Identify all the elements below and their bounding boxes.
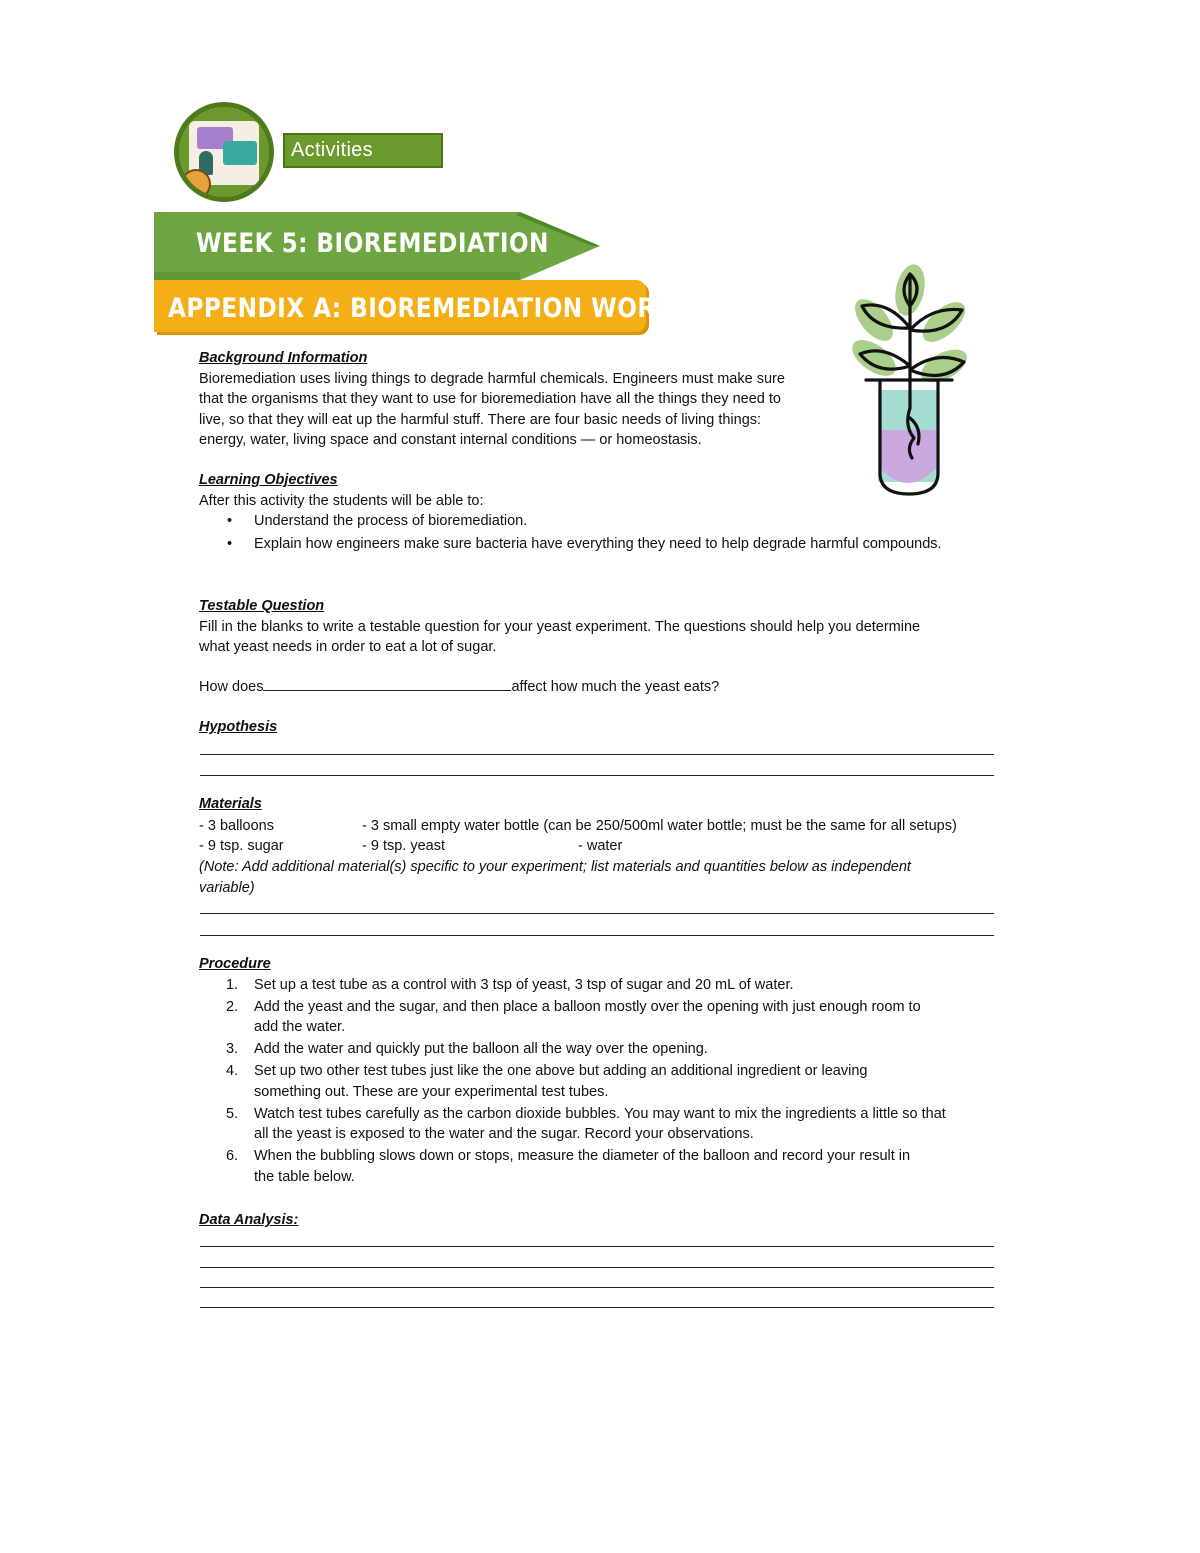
objectives-heading: Learning Objectives (199, 472, 338, 488)
procedure-step (199, 997, 1019, 1038)
testable-line: what yeast needs in order to eat a lot of sugar. (199, 639, 497, 655)
step-number: 6. (226, 1148, 239, 1164)
analysis-answer-line[interactable] (200, 1307, 994, 1308)
step-text: something out. These are your experimental test tubes. (254, 1083, 609, 1100)
hypothesis-heading: Hypothesis (199, 719, 278, 735)
step-number: 1. (226, 976, 239, 993)
background-heading: Background Information (199, 350, 368, 366)
procedure-step (199, 1146, 1019, 1187)
hypothesis-answer-line[interactable] (200, 754, 994, 755)
procedure-step (199, 1061, 1019, 1102)
procedure-heading: Procedure (199, 956, 271, 972)
testable-line: Fill in the blanks to write a testable question for your yeast experiment. The questions should help you determine (199, 618, 921, 635)
question-blank[interactable] (263, 676, 511, 691)
analysis-heading: Data Analysis: (199, 1212, 299, 1228)
testable-question (199, 676, 1019, 698)
step-text: add the water. (254, 1019, 346, 1035)
procedure-list (199, 975, 1019, 1188)
procedure-step (199, 975, 1019, 996)
step-text: Watch test tubes carefully as the carbon dioxide bubbles. You may want to mix the ingredients a little so that (254, 1105, 946, 1122)
logo-screen (223, 141, 257, 165)
step-text: Add the water and quickly put the balloon all the way over the opening. (254, 1041, 708, 1057)
step-number: 3. (226, 1041, 239, 1057)
step-text: Set up a test tube as a control with 3 tsp of yeast, 3 tsp of sugar and 20 mL of water. (254, 976, 794, 993)
testable-heading: Testable Question (199, 598, 325, 614)
background-line: energy, water, living space and constant internal conditions — or homeostasis. (199, 432, 702, 448)
materials-note (199, 857, 999, 898)
materials-answer-line[interactable] (200, 913, 994, 914)
analysis-answer-line[interactable] (200, 1287, 994, 1288)
question-prefix: How does (199, 679, 264, 695)
objective-item: • Understand the process of bioremediation. (199, 511, 1019, 534)
background-line: live, so that they will eat up the harmful stuff. There are four basic needs of living things: (199, 411, 762, 428)
material-item: - water (578, 838, 623, 854)
background-line: that the organisms that they want to use for bioremediation have all the things they need to (199, 391, 781, 407)
material-item: - 3 balloons (199, 818, 274, 834)
material-item: - 3 small empty water bottle (can be 250/500ml water bottle; must be the same for all setups) (362, 818, 957, 834)
objectives-intro: After this activity the students will be able to: (199, 492, 484, 509)
step-text: all the yeast is exposed to the water and the sugar. Record your observations. (254, 1126, 754, 1142)
background-line: Bioremediation uses living things to degrade harmful chemicals. Engineers must make sure (199, 370, 785, 387)
materials-note-line: variable) (199, 879, 255, 896)
materials-note-line: (Note: Add additional material(s) specific to your experiment; list materials and quantities below as independent (199, 859, 911, 875)
archive-label: Activities Archive (283, 133, 443, 168)
appendix-title: APPENDIX A: BIOREMEDIATION WORKSHEET (168, 293, 761, 324)
procedure-step (199, 1104, 1019, 1145)
activities-archive-logo (174, 102, 274, 202)
step-number: 4. (226, 1063, 239, 1079)
objective-item: • Explain how engineers make sure bacteria have everything they need to help degrade harmful compounds. (199, 534, 1019, 557)
week-title: WEEK 5: BIOREMEDIATION (196, 228, 549, 259)
step-number: 2. (226, 998, 239, 1015)
objectives-list (199, 511, 1019, 557)
procedure-step (199, 1039, 1019, 1060)
step-text: Set up two other test tubes just like the one above but adding an additional ingredient or leaving (254, 1063, 868, 1079)
tiger-mascot-icon (181, 169, 211, 199)
hypothesis-answer-line[interactable] (200, 775, 994, 776)
analysis-answer-line[interactable] (200, 1267, 994, 1268)
step-text: the table below. (254, 1168, 355, 1185)
background-text (199, 369, 839, 451)
materials-answer-line[interactable] (200, 935, 994, 936)
plant-in-test-tube-icon (840, 258, 980, 503)
material-item: - 9 tsp. sugar (199, 838, 284, 854)
question-suffix: affect how much the yeast eats? (511, 679, 720, 695)
analysis-answer-line[interactable] (200, 1246, 994, 1247)
material-item: - 9 tsp. yeast (362, 838, 446, 854)
step-text: When the bubbling slows down or stops, measure the diameter of the balloon and record your result in (254, 1148, 911, 1164)
step-number: 5. (226, 1105, 239, 1122)
step-text: Add the yeast and the sugar, and then place a balloon mostly over the opening with just enough room to (254, 998, 921, 1015)
materials-heading: Materials (199, 796, 262, 812)
